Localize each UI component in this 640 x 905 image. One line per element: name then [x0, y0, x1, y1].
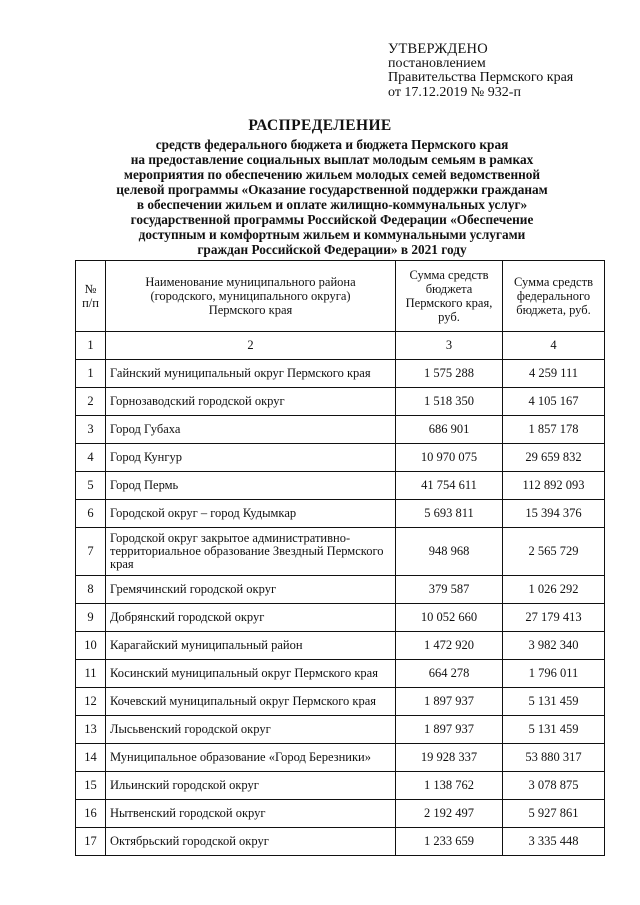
- row-number: 9: [76, 604, 106, 632]
- row-number: 6: [76, 500, 106, 528]
- row-municipality: Муниципальное образование «Город Березники»: [106, 744, 396, 772]
- row-number: 8: [76, 576, 106, 604]
- row-regional-amount: 2 192 497: [396, 800, 503, 828]
- row-municipality: Лысьвенский городской округ: [106, 716, 396, 744]
- row-number: 17: [76, 828, 106, 856]
- row-regional-amount: 41 754 611: [396, 472, 503, 500]
- row-regional-amount: 379 587: [396, 576, 503, 604]
- row-federal-amount: 2 565 729: [503, 528, 605, 576]
- row-number: 1: [76, 360, 106, 388]
- row-regional-amount: 1 575 288: [396, 360, 503, 388]
- row-federal-amount: 112 892 093: [503, 472, 605, 500]
- subtitle-line: в обеспечении жильем и оплате жилищно-коммунальных услуг»: [136, 197, 528, 212]
- row-number: 5: [76, 472, 106, 500]
- column-number: 3: [396, 332, 503, 360]
- row-municipality: Гремячинский городской округ: [106, 576, 396, 604]
- approval-line-2: Правительства Пермского края: [388, 70, 574, 85]
- table-row: [76, 800, 605, 828]
- row-regional-amount: 664 278: [396, 660, 503, 688]
- row-federal-amount: 3 078 875: [503, 772, 605, 800]
- row-federal-amount: 5 927 861: [503, 800, 605, 828]
- column-number: 4: [503, 332, 605, 360]
- row-federal-amount: 27 179 413: [503, 604, 605, 632]
- table-row: [76, 632, 605, 660]
- row-regional-amount: 19 928 337: [396, 744, 503, 772]
- row-federal-amount: 5 131 459: [503, 688, 605, 716]
- row-regional-amount: 1 233 659: [396, 828, 503, 856]
- row-regional-amount: 10 970 075: [396, 444, 503, 472]
- row-number: 14: [76, 744, 106, 772]
- row-federal-amount: 3 982 340: [503, 632, 605, 660]
- row-federal-amount: 1 857 178: [503, 416, 605, 444]
- row-number: 3: [76, 416, 106, 444]
- subtitle-line: доступным и комфортным жильем и коммунальными услугами: [138, 227, 526, 242]
- row-federal-amount: 1 026 292: [503, 576, 605, 604]
- row-number: 2: [76, 388, 106, 416]
- table-row: [76, 444, 605, 472]
- row-number: 12: [76, 688, 106, 716]
- row-regional-amount: 1 138 762: [396, 772, 503, 800]
- row-number: 7: [76, 528, 106, 576]
- row-municipality: Гайнский муниципальный округ Пермского края: [106, 360, 396, 388]
- column-number: 2: [106, 332, 396, 360]
- header-number: № п/п: [76, 261, 106, 332]
- row-federal-amount: 5 131 459: [503, 716, 605, 744]
- subtitle-line: мероприятия по обеспечению жильем молодых семей ведомственной: [123, 167, 541, 182]
- table-row: [76, 360, 605, 388]
- approval-line-1: постановлением: [388, 55, 486, 71]
- table-row: [76, 828, 605, 856]
- row-regional-amount: 1 897 937: [396, 688, 503, 716]
- row-municipality: Городской округ закрытое административно-территориальное образование Звездный Пермского края: [106, 528, 396, 576]
- row-federal-amount: 4 105 167: [503, 388, 605, 416]
- row-municipality: Ильинский городской округ: [106, 772, 396, 800]
- row-regional-amount: 948 968: [396, 528, 503, 576]
- row-municipality: Нытвенский городской округ: [106, 800, 396, 828]
- row-number: 16: [76, 800, 106, 828]
- row-federal-amount: 15 394 376: [503, 500, 605, 528]
- row-municipality: Октябрьский городской округ: [106, 828, 396, 856]
- table-row: [76, 744, 605, 772]
- row-number: 13: [76, 716, 106, 744]
- row-number: 4: [76, 444, 106, 472]
- row-municipality: Город Губаха: [106, 416, 396, 444]
- row-federal-amount: 29 659 832: [503, 444, 605, 472]
- table-row: [76, 688, 605, 716]
- row-municipality: Карагайский муниципальный район: [106, 632, 396, 660]
- approval-line-3: от 17.12.2019 № 932-п: [388, 84, 521, 100]
- table-row: [76, 772, 605, 800]
- table-header-row: [76, 261, 605, 332]
- row-regional-amount: 1 518 350: [396, 388, 503, 416]
- row-number: 11: [76, 660, 106, 688]
- approval-stamp: [388, 42, 573, 100]
- table-row: [76, 416, 605, 444]
- subtitle-line: целевой программы «Оказание государственной поддержки гражданам: [116, 182, 548, 197]
- header-regional-budget: Сумма средств бюджета Пермского края, руб.: [396, 261, 503, 332]
- row-municipality: Город Кунгур: [106, 444, 396, 472]
- row-municipality: Кочевский муниципальный округ Пермского края: [106, 688, 396, 716]
- subtitle-line: средств федерального бюджета и бюджета Пермского края: [155, 137, 509, 152]
- table-row: [76, 500, 605, 528]
- row-regional-amount: 686 901: [396, 416, 503, 444]
- row-regional-amount: 1 897 937: [396, 716, 503, 744]
- row-number: 10: [76, 632, 106, 660]
- row-regional-amount: 5 693 811: [396, 500, 503, 528]
- row-municipality: Городской округ – город Кудымкар: [106, 500, 396, 528]
- distribution-table: [75, 260, 605, 856]
- table-row: [76, 528, 605, 576]
- row-municipality: Добрянский городской округ: [106, 604, 396, 632]
- row-municipality: Косинский муниципальный округ Пермского края: [106, 660, 396, 688]
- header-municipality: Наименование муниципального района (городского, муниципального округа) Пермского края: [106, 261, 396, 332]
- table-row: [76, 604, 605, 632]
- row-federal-amount: 1 796 011: [503, 660, 605, 688]
- row-federal-amount: 53 880 317: [503, 744, 605, 772]
- approval-title: УТВЕРЖДЕНО: [388, 41, 488, 57]
- table-row: [76, 660, 605, 688]
- table-row: [76, 716, 605, 744]
- row-number: 15: [76, 772, 106, 800]
- header-federal-budget: Сумма средств федерального бюджета, руб.: [503, 261, 605, 332]
- subtitle-line: граждан Российской Федерации» в 2021 году: [197, 242, 467, 257]
- subtitle-line: на предоставление социальных выплат молодым семьям в рамках: [130, 152, 534, 167]
- row-federal-amount: 4 259 111: [503, 360, 605, 388]
- row-regional-amount: 10 052 660: [396, 604, 503, 632]
- document-title: РАСПРЕДЕЛЕНИЕ: [248, 117, 392, 134]
- row-municipality: Горнозаводский городской округ: [106, 388, 396, 416]
- row-federal-amount: 3 335 448: [503, 828, 605, 856]
- subtitle-line: государственной программы Российской Федерации «Обеспечение: [130, 212, 534, 227]
- column-number-row: [76, 332, 605, 360]
- table-row: [76, 576, 605, 604]
- row-regional-amount: 1 472 920: [396, 632, 503, 660]
- document-subtitle: [72, 137, 592, 257]
- table-row: [76, 388, 605, 416]
- row-municipality: Город Пермь: [106, 472, 396, 500]
- table-row: [76, 472, 605, 500]
- column-number: 1: [76, 332, 106, 360]
